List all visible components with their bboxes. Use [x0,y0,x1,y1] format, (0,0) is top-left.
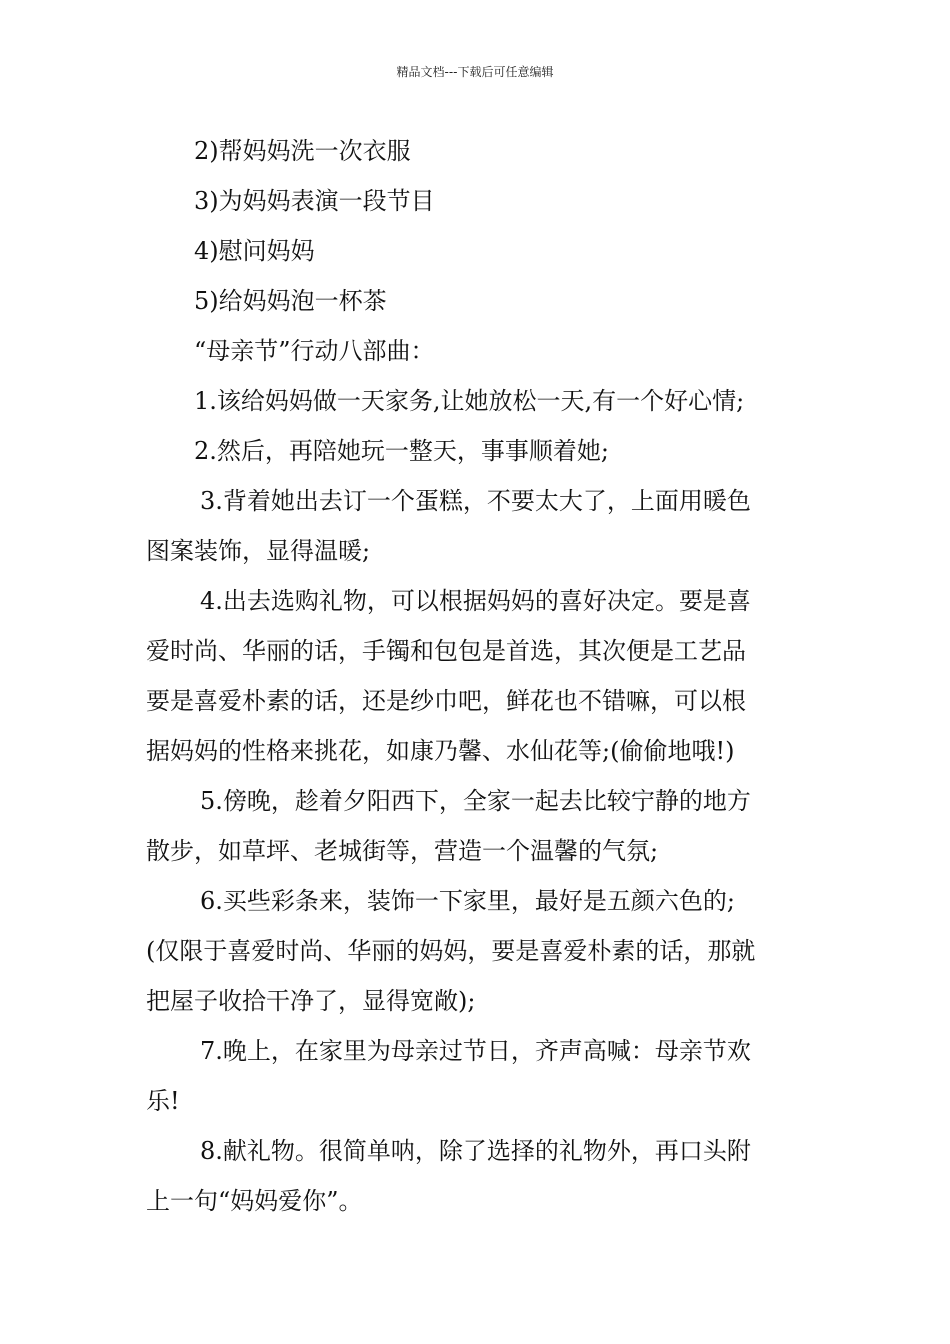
paragraph-line: 6.买些彩条来，装饰一下家里，最好是五颜六色的; [200,887,735,915]
paragraph-line: 把屋子收拾干净了，显得宽敞); [146,987,476,1015]
paragraph-line: 爱时尚、华丽的话，手镯和包包是首选，其次便是工艺品 [146,637,746,665]
document-body [146,126,806,1226]
paragraph-line: 2.然后，再陪她玩一整天，事事顺着她; [194,437,609,465]
paragraph-line: 要是喜爱朴素的话，还是纱巾吧，鲜花也不错嘛，可以根 [146,687,746,715]
paragraph-line: 上一句“妈妈爱你”。 [146,1187,363,1215]
paragraph-line: 1.该给妈妈做一天家务,让她放松一天,有一个好心情; [194,387,745,415]
paragraph-line: 乐! [146,1087,180,1115]
paragraph-line: 4.出去选购礼物，可以根据妈妈的喜好决定。要是喜 [200,587,751,615]
paragraph-line: 7.晚上，在家里为母亲过节日，齐声高喊：母亲节欢 [200,1037,751,1065]
paragraph-line: 8.献礼物。很简单呐，除了选择的礼物外，再口头附 [200,1137,751,1165]
list-item: 4)慰问妈妈 [194,237,315,265]
list-item: 2)帮妈妈洗一次衣服 [194,137,411,165]
paragraph-line: 5.傍晚，趁着夕阳西下，全家一起去比较宁静的地方 [200,787,751,815]
paragraph-line: 散步，如草坪、老城街等，营造一个温馨的气氛; [146,837,659,865]
paragraph-line: 图案装饰，显得温暖; [146,537,371,565]
paragraph-line: 3.背着她出去订一个蛋糕，不要太大了，上面用暖色 [200,487,751,515]
list-item: 3)为妈妈表演一段节目 [194,187,435,215]
section-heading: “母亲节”行动八部曲： [194,337,435,365]
paragraph-line: 据妈妈的性格来挑花，如康乃馨、水仙花等;(偷偷地哦!) [146,737,735,765]
list-item: 5)给妈妈泡一杯茶 [194,287,387,315]
paragraph-line: (仅限于喜爱时尚、华丽的妈妈，要是喜爱朴素的话，那就 [146,937,756,965]
page-header: 精品文档---下载后可任意编辑 [396,65,554,79]
